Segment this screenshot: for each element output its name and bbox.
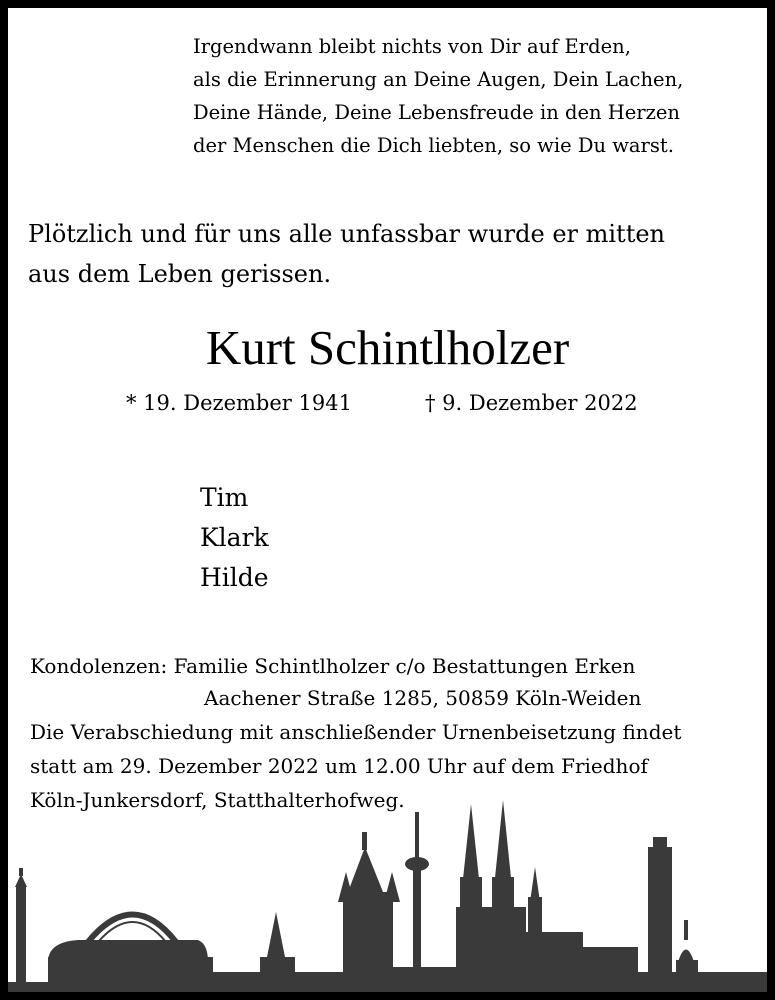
birth-date: * 19. Dezember 1941	[126, 391, 352, 415]
mourner-name: Hilde	[200, 563, 269, 592]
intro-line: aus dem Leben gerissen.	[28, 260, 332, 288]
intro-text	[28, 214, 665, 294]
skyline-silhouette	[8, 800, 767, 992]
intro-line: Plötzlich und für uns alle unfassbar wurde er mitten	[28, 220, 666, 248]
poem-line: Deine Hände, Deine Lebensfreude in den Herzen	[193, 101, 680, 124]
mourners-list	[200, 478, 269, 598]
condolences-address: Aachener Straße 1285, 50859 Köln-Weiden	[204, 686, 642, 710]
poem-line: als die Erinnerung an Deine Augen, Dein Lachen,	[193, 68, 684, 91]
cologne-skyline-icon	[8, 792, 767, 992]
farewell-line: Köln-Junkersdorf, Statthalterhofweg.	[30, 788, 405, 812]
death-date: † 9. Dezember 2022	[425, 391, 638, 415]
mourner-name: Klark	[200, 523, 269, 552]
condolences-line: Kondolenzen: Familie Schintlholzer c/o Bestattungen Erken	[30, 654, 636, 678]
poem-line: Irgendwann bleibt nichts von Dir auf Erden,	[193, 35, 631, 58]
farewell-line: Die Verabschiedung mit anschließender Urnenbeisetzung findet	[30, 720, 682, 744]
poem-block	[193, 30, 683, 162]
mourner-name: Tim	[200, 483, 249, 512]
farewell-line: statt am 29. Dezember 2022 um 12.00 Uhr auf dem Friedhof	[30, 754, 648, 778]
poem-line: der Menschen die Dich liebten, so wie Du warst.	[193, 134, 674, 157]
deceased-name: Kurt Schintlholzer	[205, 320, 570, 375]
